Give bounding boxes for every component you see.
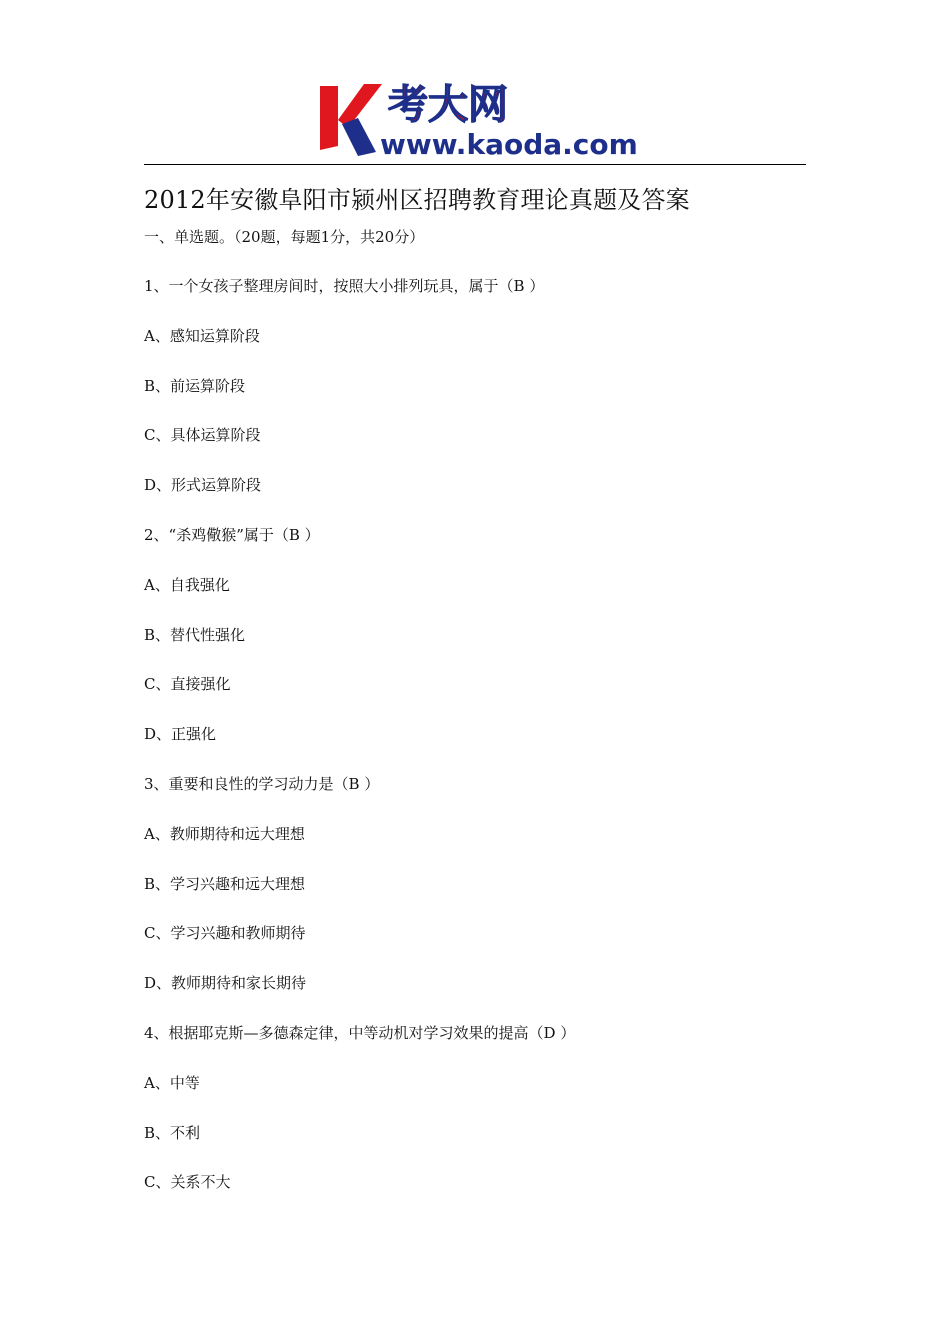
- logo-url-text: www.kaoda.com: [380, 128, 638, 161]
- section-heading: 一、单选题。（20题，每题1分，共20分）: [144, 228, 425, 246]
- question-4-option-a: A、中等: [144, 1073, 200, 1092]
- question-2-option-d: D、正强化: [144, 725, 217, 744]
- question-3-option-d: D、教师期待和家长期待: [144, 974, 307, 993]
- question-4: 4、根据耶克斯—多德森定律，中等动机对学习效果的提高（D ）: [144, 1023, 576, 1042]
- question-2-option-b: B、替代性强化: [144, 625, 246, 644]
- question-1-option-b: B、前运算阶段: [144, 376, 246, 395]
- k-mark-icon: [320, 84, 382, 156]
- question-2: 2、“杀鸡儆猴”属于（B ）: [144, 525, 320, 544]
- logo-brand-text: 考大网: [388, 82, 508, 128]
- question-4-option-b: B、不利: [144, 1123, 201, 1142]
- question-3: 3、重要和良性的学习动力是（B ）: [144, 774, 380, 793]
- question-3-option-a: A、教师期待和远大理想: [144, 824, 305, 843]
- question-2-option-c: C、直接强化: [144, 675, 231, 694]
- question-1-option-c: C、具体运算阶段: [144, 426, 261, 445]
- question-4-option-c: C、关系不大: [144, 1173, 231, 1192]
- question-1: 1、一个女孩子整理房间时，按照大小排列玩具，属于（B ）: [144, 277, 545, 295]
- question-2-option-a: A、自我强化: [144, 575, 230, 594]
- document-title: 2012年安徽阜阳市颍州区招聘教育理论真题及答案: [144, 186, 690, 214]
- kaoda-logo: [318, 78, 640, 162]
- question-3-option-b: B、学习兴趣和远大理想: [144, 874, 306, 893]
- question-1-option-a: A、感知运算阶段: [144, 326, 260, 345]
- question-1-option-d: D、形式运算阶段: [144, 476, 262, 495]
- question-3-option-c: C、学习兴趣和教师期待: [144, 924, 306, 943]
- header-divider: [144, 164, 806, 165]
- question-list: [144, 275, 806, 1221]
